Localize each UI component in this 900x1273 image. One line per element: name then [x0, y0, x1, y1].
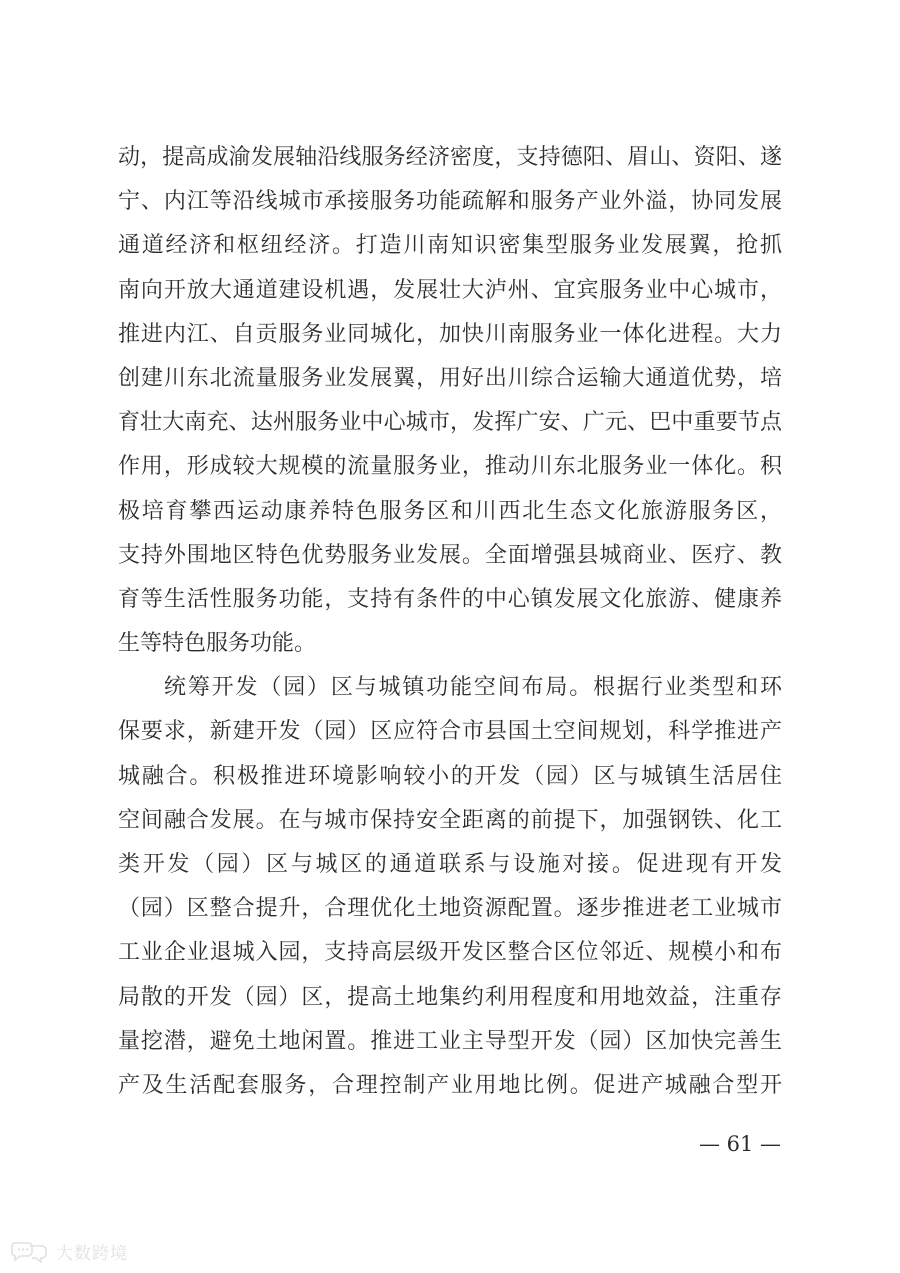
- text-line: 量挖潜，避免土地闲置。推进工业主导型开发（园）区加快完善生: [118, 1028, 782, 1054]
- text-line: 支持外围地区特色优势服务业发展。全面增强县城商业、医疗、教: [118, 542, 782, 568]
- text-line: 保要求，新建开发（园）区应符合市县国土空间规划，科学推进产: [118, 719, 782, 745]
- text-line: 极培育攀西运动康养特色服务区和川西北生态文化旅游服务区，: [118, 498, 782, 524]
- text-line: 局散的开发（园）区，提高土地集约利用程度和用地效益，注重存: [118, 984, 782, 1010]
- text-line: 产及生活配套服务，合理控制产业用地比例。促进产城融合型开: [118, 1072, 782, 1098]
- text-line: 空间融合发展。在与城市保持安全距离的前提下，加强钢铁、化工: [118, 807, 782, 833]
- text-line: 育壮大南充、达州服务业中心城市，发挥广安、广元、巴中重要节点: [118, 410, 782, 436]
- paragraph-first-line: 统筹开发（园）区与城镇功能空间布局。根据行业类型和环: [164, 675, 782, 701]
- text-line: 育等生活性服务功能，支持有条件的中心镇发展文化旅游、健康养: [118, 586, 782, 612]
- watermark-text: 大数跨境: [56, 1243, 128, 1264]
- text-line: 类开发（园）区与城区的通道联系与设施对接。促进现有开发: [118, 852, 782, 877]
- text-line: 工业企业退城入园，支持高层级开发区整合区位邻近、规模小和布: [118, 940, 782, 966]
- text-line: 生等特色服务功能。: [118, 631, 317, 657]
- text-line: 创建川东北流量服务业发展翼，用好出川综合运输大通道优势，培: [118, 365, 782, 391]
- text-line: 城融合。积极推进环境影响较小的开发（园）区与城镇生活居住: [118, 763, 782, 789]
- text-line: 南向开放大通道建设机遇，发展壮大泸州、宜宾服务业中心城市，: [118, 277, 782, 303]
- text-line: （园）区整合提升，合理优化土地资源配置。逐步推进老工业城市: [118, 896, 782, 922]
- text-line: 宁、内江等沿线城市承接服务功能疏解和服务产业外溢，协同发展: [118, 189, 782, 215]
- text-line: 作用，形成较大规模的流量服务业，推动川东北服务业一体化。积: [118, 454, 782, 480]
- text-line: 通道经济和枢纽经济。打造川南知识密集型服务业发展翼，抢抓: [118, 233, 782, 259]
- text-line: 推进内江、自贡服务业同城化，加快川南服务业一体化进程。大力: [118, 321, 782, 347]
- chat-bubbles-icon: [10, 1239, 50, 1263]
- watermark: [10, 1238, 128, 1264]
- page-number: — 61 —: [698, 1132, 782, 1156]
- body-text: [118, 136, 782, 1108]
- text-line: 动，提高成渝发展轴沿线服务经济密度，支持德阳、眉山、资阳、遂: [118, 145, 782, 170]
